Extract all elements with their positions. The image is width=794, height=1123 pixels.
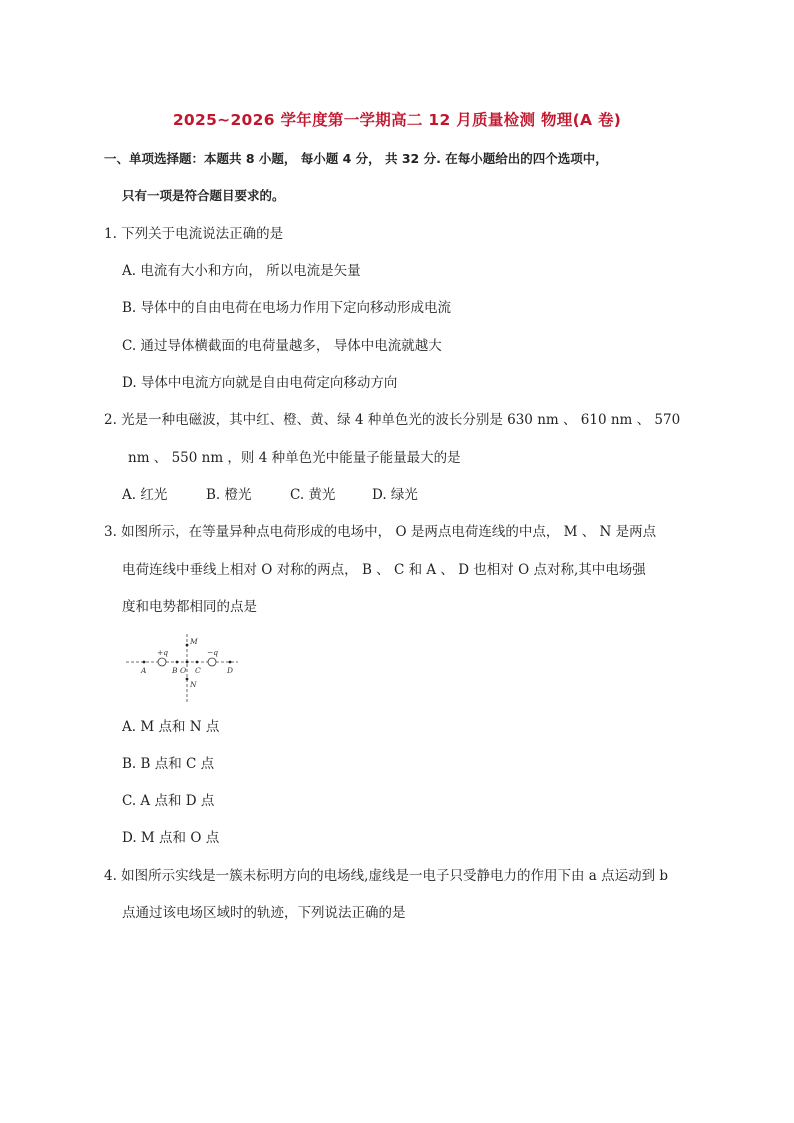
question-3-option-a: A. M 点和 N 点 <box>122 719 220 735</box>
section-heading-line1: 一、单项选择题：本题共 8 小题， 每小题 4 分， 共 32 分. 在每小题给出的四个选项中， <box>104 151 608 166</box>
point-o-dot <box>186 661 189 664</box>
question-4-stem-line1: 4. 如图所示实线是一簇未标明方向的电场线,虚线是一电子只受静电力的作用下由 a 点运动到 b <box>104 868 669 884</box>
point-b-dot <box>176 661 179 664</box>
question-2-option-c: C. 黄光 <box>290 487 336 503</box>
point-d-dot <box>229 661 232 664</box>
positive-charge <box>158 658 166 666</box>
question-2-option-a: A. 红光 <box>122 487 168 503</box>
question-3-option-b: B. B 点和 C 点 <box>122 756 215 772</box>
label-a: A <box>141 666 147 675</box>
question-4-stem-line2: 点通过该电场区域时的轨迹，下列说法正确的是 <box>122 905 406 921</box>
label-d: D <box>227 666 234 675</box>
label-m: M <box>190 637 198 646</box>
question-1-option-d: D. 导体中电流方向就是自由电荷定向移动方向 <box>122 375 398 391</box>
label-plus-q: +q <box>157 648 169 657</box>
section-heading-line2: 只有一项是符合题目要求的。 <box>122 188 285 203</box>
question-2-option-d: D. 绿光 <box>372 487 418 503</box>
exam-title: 2025~2026 学年度第一学期高二 12 月质量检测 物理(A 卷) <box>172 111 622 129</box>
negative-charge <box>208 658 216 666</box>
question-1-stem: 1. 下列关于电流说法正确的是 <box>104 226 284 242</box>
question-2-options <box>122 486 418 504</box>
question-1-option-c: C. 通过导体横截面的电荷量越多， 导体中电流就越大 <box>122 338 442 354</box>
question-3-option-d: D. M 点和 O 点 <box>122 830 220 846</box>
label-n: N <box>190 680 197 689</box>
label-b: B <box>172 666 178 675</box>
question-3-stem-line2: 电荷连线中垂线上相对 O 对称的两点， B 、 C 和 A 、 D 也相对 O 点对称,其中电场强 <box>122 562 646 578</box>
question-1-option-b: B. 导体中的自由电荷在电场力作用下定向移动形成电流 <box>122 300 452 316</box>
point-n-dot <box>186 678 189 681</box>
label-c: C <box>195 666 201 675</box>
label-minus-q: −q <box>207 648 219 657</box>
charge-field-figure <box>124 632 240 706</box>
question-3-stem-line1: 3. 如图所示，在等量异种点电荷形成的电场中， O 是两点电荷连线的中点， M 、 N 是两点 <box>104 524 657 540</box>
question-2-stem-line2: nm 、 550 nm ，则 4 种单色光中能量子能量最大的是 <box>128 450 461 466</box>
point-c-dot <box>196 661 199 664</box>
question-3-stem-line3: 度和电势都相同的点是 <box>122 599 257 615</box>
point-m-dot <box>186 644 189 647</box>
question-2-stem-line1: 2. 光是一种电磁波，其中红、橙、黄、绿 4 种单色光的波长分别是 630 nm 、 610 nm 、 570 <box>104 412 681 428</box>
question-3-option-c: C. A 点和 D 点 <box>122 793 215 809</box>
question-2-option-b: B. 橙光 <box>206 487 252 503</box>
question-1-option-a: A. 电流有大小和方向， 所以电流是矢量 <box>122 263 361 279</box>
label-o: O <box>180 666 187 675</box>
point-a-dot <box>143 661 146 664</box>
